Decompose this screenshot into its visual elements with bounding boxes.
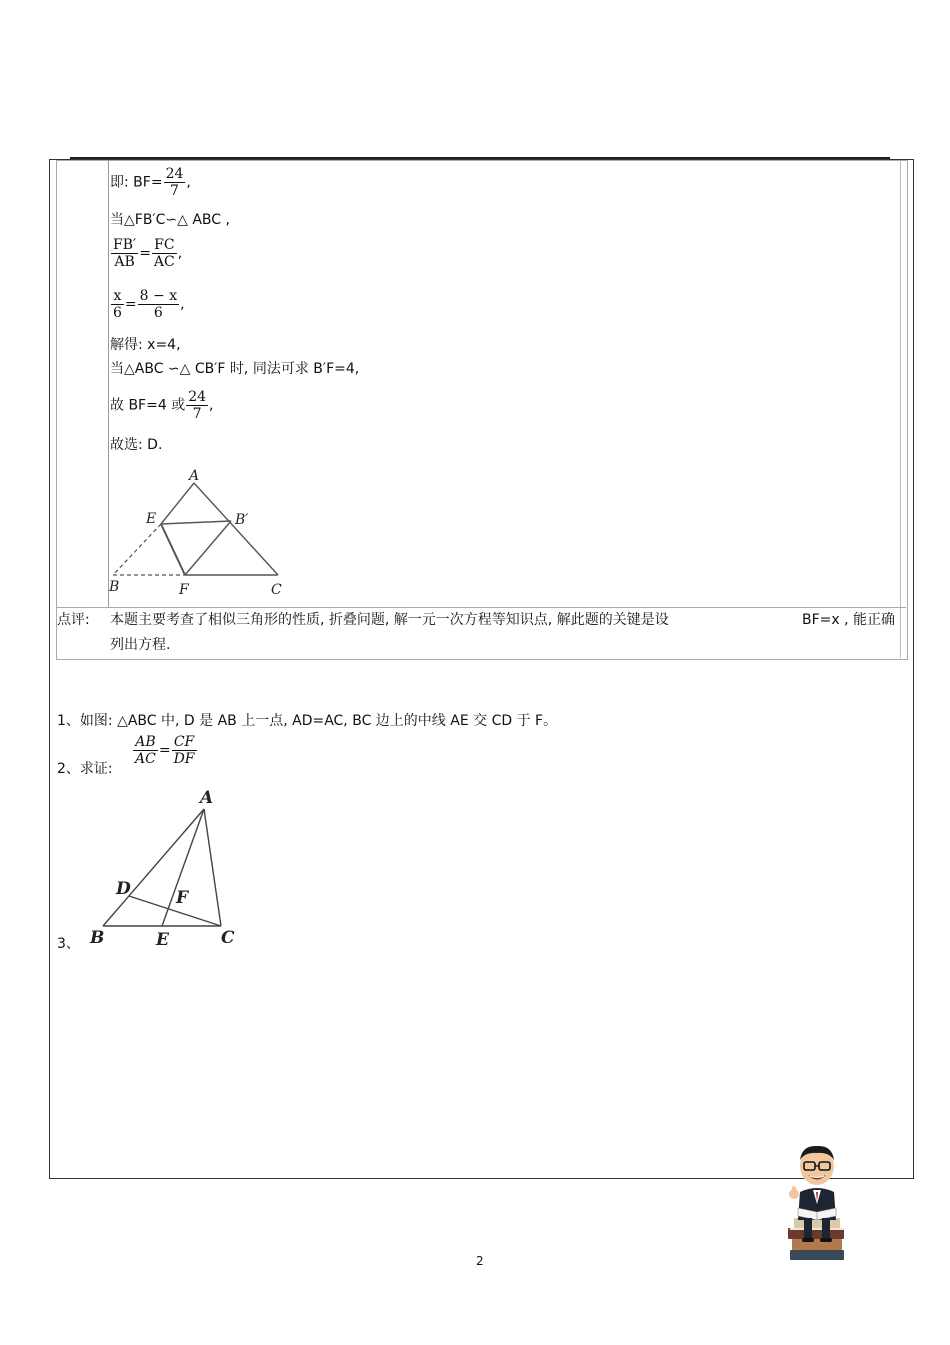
- fraction-8-minus-x-6: $\frac{8 - x}{6}$: [139, 288, 178, 321]
- segment-eb-prime: [161, 521, 231, 524]
- label-a: A: [189, 468, 200, 484]
- problem-item-3-label: 3、: [57, 936, 80, 952]
- table-row-divider: [56, 607, 906, 608]
- label-b: B: [109, 579, 120, 595]
- folding-triangle-figure: [105, 462, 295, 602]
- problem-item-2-label: 2、求证:: [57, 761, 113, 777]
- comment-label: 点评:: [57, 612, 90, 628]
- fraction-24-7: $\frac{24}{7}$: [165, 166, 184, 199]
- fraction-ab-ac: $\frac{AB}{AC}$: [135, 734, 156, 767]
- solution-line-3: $\frac{FB'}{AB}$ = $\frac{FC}{AC}$ ,: [113, 237, 183, 270]
- comment-text-a: 本题主要考查了相似三角形的性质, 折叠问题, 解一元一次方程等知识点, 解此题的关键是设: [110, 612, 669, 628]
- label-d: D: [116, 879, 131, 899]
- label-f: F: [176, 888, 189, 908]
- fraction-24-7-b: $\frac{24}{7}$: [188, 389, 207, 422]
- comment-text-b: BF=x , 能正确: [802, 612, 896, 628]
- solution-line-5: 解得: x=4,: [110, 337, 181, 353]
- segment-ac: [204, 809, 221, 926]
- solution-line-2: 当△FB′C∽△ ABC ,: [110, 212, 230, 228]
- segment-ab: [103, 809, 204, 926]
- label-c: C: [271, 582, 282, 598]
- page-number: 2: [476, 1254, 484, 1268]
- label-f: F: [179, 582, 189, 598]
- segment-dc: [129, 896, 221, 926]
- label-b: B: [90, 928, 105, 948]
- dashed-segment-eb: [113, 524, 161, 575]
- solution-line-1: 即: BF= $\frac{24}{7}$ ,: [110, 166, 191, 199]
- solution-line-4: $\frac{x}{6}$ = $\frac{8 - x}{6}$ ,: [113, 288, 185, 321]
- solution-line-6: 当△ABC ∽△ CB′F 时, 同法可求 B′F=4,: [110, 361, 360, 377]
- label-a: A: [200, 788, 214, 808]
- solution-line-7: 故 BF=4 或 $\frac{24}{7}$ ,: [110, 389, 214, 422]
- label-b-prime: B′: [235, 512, 249, 528]
- problem-item-2-equation: $\frac{AB}{AC}$ = $\frac{CF}{DF}$: [135, 734, 195, 767]
- problem-item-1: 1、如图: △ABC 中, D 是 AB 上一点, AD=AC, BC 边上的中线 AE 交 CD 于 F。: [57, 713, 558, 729]
- fraction-x-6: $\frac{x}{6}$: [113, 288, 122, 321]
- segment-ef: [161, 524, 185, 575]
- segment-ae: [161, 483, 194, 524]
- label-e: E: [156, 930, 169, 950]
- median-triangle-figure: [85, 785, 255, 955]
- fraction-cf-df: $\frac{CF}{DF}$: [173, 734, 195, 767]
- table-right-border: [900, 160, 901, 658]
- label-c: C: [221, 928, 235, 948]
- label-e: E: [146, 511, 157, 527]
- fraction-fb-ab: $\frac{FB'}{AB}$: [113, 237, 137, 270]
- segment-b-prime-f: [185, 521, 231, 575]
- fraction-fc-ac: $\frac{FC}{AC}$: [153, 237, 175, 270]
- teacher-mascot-image: [782, 1142, 852, 1264]
- segment-ac: [194, 483, 278, 575]
- comment-text-c: 列出方程.: [110, 637, 171, 653]
- solution-line-8: 故选: D.: [110, 437, 163, 453]
